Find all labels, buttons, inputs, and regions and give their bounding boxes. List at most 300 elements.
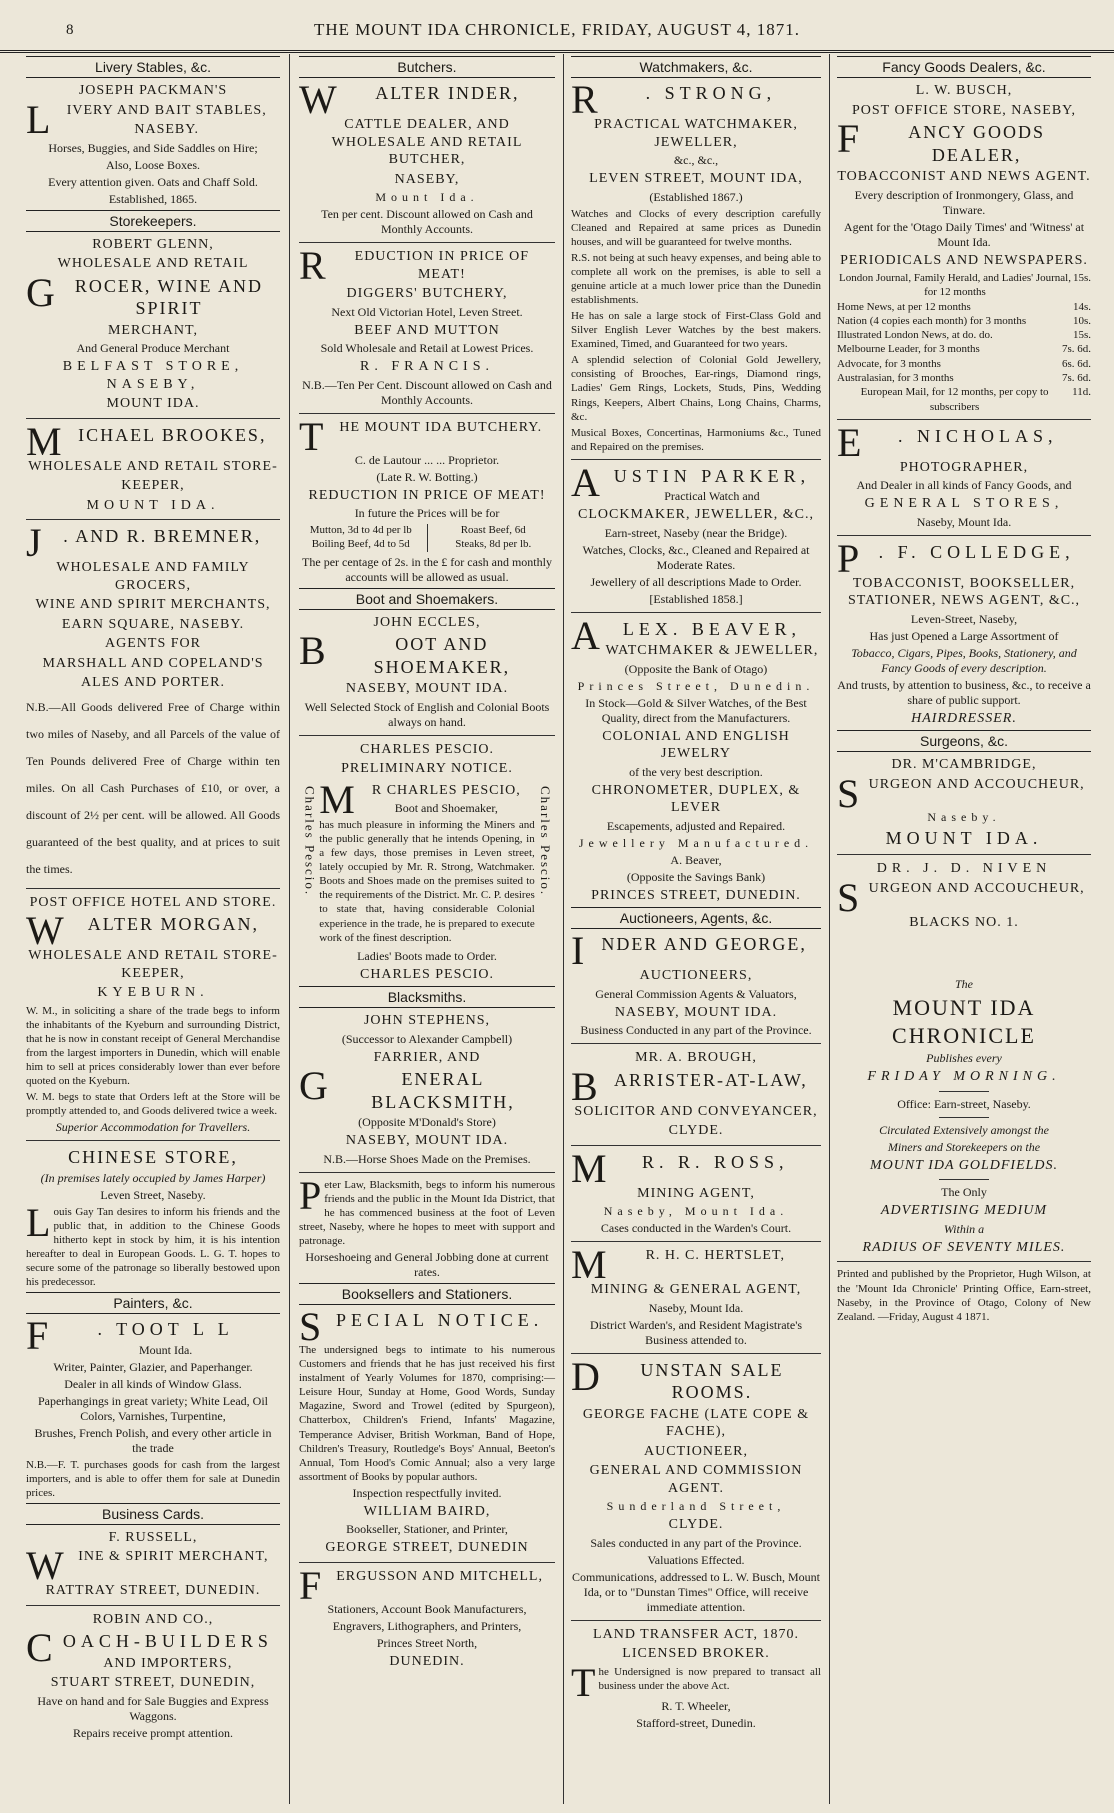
ad-line: WATCHMAKER & JEWELLER, bbox=[605, 643, 819, 659]
ad-title: INE & SPIRIT MERCHANT, bbox=[78, 1549, 269, 1565]
advertisement-colledge bbox=[837, 535, 1091, 728]
ad-line: Publishes every bbox=[926, 1051, 1002, 1066]
ad-line: R. T. Wheeler, bbox=[661, 1698, 731, 1713]
ad-line: R. FRANCIS. bbox=[360, 359, 494, 374]
ad-name: JOHN STEPHENS, bbox=[363, 1013, 490, 1029]
ad-line: Valuations Effected. bbox=[647, 1552, 745, 1567]
ad-line: CATTLE DEALER, AND WHOLESALE AND RETAIL BUTCHER, bbox=[331, 117, 523, 167]
drop-capital: A bbox=[571, 612, 600, 658]
ad-title: NDER AND GEORGE, bbox=[601, 934, 807, 955]
drop-capital: M bbox=[319, 776, 355, 822]
vertical-label: Charles Pescio. bbox=[538, 785, 553, 896]
ad-title: R. H. C. HERTSLET, bbox=[645, 1248, 785, 1264]
ad-line: Stationers, Account Book Manufacturers, bbox=[327, 1601, 527, 1616]
divider bbox=[26, 888, 280, 889]
ad-line: CHARLES PESCIO. bbox=[359, 966, 495, 982]
section-heading: Fancy Goods Dealers, &c. bbox=[837, 56, 1091, 78]
advertisement-busch bbox=[837, 82, 1091, 414]
ad-line: (Established 1867.) bbox=[649, 189, 743, 204]
ad-line: Every attention given. Oats and Chaff Sold. bbox=[48, 174, 258, 189]
ad-line: Next Old Victorian Hotel, Leven Street. bbox=[331, 304, 523, 319]
drop-capital: I bbox=[571, 928, 585, 974]
drop-capital: T bbox=[299, 413, 324, 459]
ad-line: NASEBY, MOUNT IDA. bbox=[345, 1133, 509, 1149]
advertisement-inder bbox=[299, 77, 555, 237]
column-3 bbox=[567, 54, 825, 1804]
ad-line: RADIUS OF SEVENTY MILES. bbox=[862, 1239, 1066, 1255]
drop-capital: P bbox=[299, 1172, 322, 1218]
ad-line: CHRONOMETER, DUPLEX, & LEVER bbox=[591, 782, 801, 816]
ad-line: And General Produce Merchant bbox=[76, 341, 230, 355]
ad-line: Tobacco, Cigars, Pipes, Books, Stationery, and Fancy Goods of every description. bbox=[851, 645, 1077, 675]
drop-capital: F bbox=[837, 116, 860, 161]
column-4 bbox=[833, 54, 1095, 1804]
drop-capital: C bbox=[26, 1625, 53, 1671]
ad-line: Within a bbox=[943, 1221, 985, 1236]
ad-line: HAIRDRESSER. bbox=[911, 710, 1017, 726]
ad-body: N.B.—F. T. purchases goods for cash from the largest importers, and is able to offer them for sale at Dunedin prices. bbox=[26, 1458, 280, 1499]
ad-line: of the very best description. bbox=[629, 764, 763, 779]
ad-line: MOUNT IDA. bbox=[106, 396, 200, 411]
drop-capital: S bbox=[837, 770, 860, 816]
divider bbox=[26, 519, 280, 520]
ad-line: MARSHALL AND COPELAND'S bbox=[42, 655, 264, 671]
ad-line: NASEBY, bbox=[394, 171, 460, 187]
advertisement-chinese-store bbox=[26, 1146, 280, 1289]
vertical-label: Charles Pescio. bbox=[302, 785, 318, 896]
ad-line: C. de Lautour ... ... Proprietor. bbox=[354, 452, 500, 467]
ad-line: Inspection respectfully invited. bbox=[352, 1485, 502, 1500]
advertisement-hertslet bbox=[571, 1242, 821, 1348]
drop-capital: E bbox=[837, 419, 862, 465]
ad-line: Cases conducted in the Warden's Court. bbox=[600, 1221, 792, 1236]
ad-line: PRELIMINARY NOTICE. bbox=[341, 761, 513, 776]
ad-line: NASEBY, MOUNT IDA. bbox=[614, 1004, 778, 1020]
ad-line: RATTRAY STREET, DUNEDIN. bbox=[45, 1583, 261, 1599]
ad-title: ROCER, WINE AND SPIRIT bbox=[74, 275, 264, 318]
column-1 bbox=[22, 54, 284, 1804]
ad-line: STUART STREET, DUNEDIN, bbox=[50, 1675, 256, 1691]
price-value: 15s. bbox=[1072, 329, 1091, 342]
divider bbox=[26, 1605, 280, 1606]
ad-name: MR. A. BROUGH, bbox=[635, 1050, 757, 1066]
ad-body: Musical Boxes, Concertinas, Harmoniums &c., Tuned and Repaired on the premises. bbox=[571, 426, 821, 453]
ad-line: Repairs receive prompt attention. bbox=[73, 1725, 233, 1740]
price-label: London Journal, Family Herald, and Ladies' Journal, for 12 months bbox=[838, 272, 1071, 299]
ad-line: Princes Street, Dunedin. bbox=[577, 678, 815, 693]
ad-line: Naseby, Mount Ida. bbox=[916, 514, 1012, 529]
price-label: Australasian, for 3 months bbox=[837, 372, 954, 385]
ad-line: Horseshoeing and General Jobbing done at current rates. bbox=[305, 1250, 549, 1280]
ad-title: ARRISTER-AT-LAW, bbox=[613, 1069, 808, 1090]
ad-name: DR. M'CAMBRIDGE, bbox=[891, 757, 1037, 773]
ad-line: AND IMPORTERS, bbox=[103, 1655, 233, 1671]
drop-capital: L bbox=[26, 1199, 51, 1245]
price-table bbox=[299, 524, 555, 552]
periodical-price-list bbox=[837, 271, 1091, 414]
ad-line: Leven-Street, Naseby, bbox=[910, 611, 1018, 626]
ad-line: Boot and Shoemaker, bbox=[394, 801, 498, 815]
price-label: European Mail, for 12 months, per copy to subscribers bbox=[860, 386, 1049, 413]
divider bbox=[571, 1620, 821, 1621]
advertisement-pescio bbox=[299, 741, 555, 984]
ad-name: DR. J. D. NIVEN bbox=[876, 861, 1052, 877]
price-label: Advocate, for 3 months bbox=[837, 357, 941, 370]
ad-line: Also, Loose Boxes. bbox=[106, 157, 200, 172]
divider bbox=[299, 1562, 555, 1563]
ad-body: eter Law, Blacksmith, begs to inform his numerous friends and the public in the Mount Ida District, that he has commenced business at the foot of Leven street, Naseby, where he hopes to meet with support and patronage. bbox=[299, 1178, 555, 1248]
ad-title: URGEON AND ACCOUCHEUR, bbox=[868, 776, 1085, 792]
ad-line: Business Conducted in any part of the Province. bbox=[580, 1023, 812, 1038]
advertisement-inder-george bbox=[571, 928, 821, 1038]
ad-title: ICHAEL BROOKES, bbox=[78, 424, 267, 445]
price-row bbox=[837, 371, 1091, 385]
ad-title: ALTER MORGAN, bbox=[87, 914, 260, 934]
drop-capital: M bbox=[571, 1145, 607, 1191]
advertisement-mcambridge bbox=[837, 756, 1091, 849]
ad-line: Stafford-street, Dunedin. bbox=[636, 1715, 756, 1730]
ad-line: NASEBY, MOUNT IDA. bbox=[345, 681, 509, 696]
ad-line: Jewellery of all descriptions Made to Order. bbox=[590, 574, 802, 589]
ad-line: GENERAL STORES, bbox=[864, 496, 1064, 512]
ad-line: REDUCTION IN PRICE OF MEAT! bbox=[308, 487, 546, 503]
ad-line: Ladies' Boots made to Order. bbox=[357, 948, 497, 963]
divider bbox=[571, 459, 821, 460]
price-value: 7s. 6d. bbox=[1061, 343, 1091, 356]
ad-line: Brushes, French Polish, and every other article in the trade bbox=[34, 1425, 272, 1455]
ad-line: District Warden's, and Resident Magistrate's Business attended to. bbox=[589, 1317, 803, 1347]
ad-line: MOUNT IDA. bbox=[885, 827, 1043, 848]
ad-title: . NICHOLAS, bbox=[897, 425, 1058, 446]
drop-capital: W bbox=[299, 77, 337, 122]
divider bbox=[299, 413, 555, 414]
ad-line: MINING & GENERAL AGENT, bbox=[590, 1282, 802, 1298]
ad-line: Earn-street, Naseby (near the Bridge). bbox=[604, 525, 788, 540]
ad-line: In future the Prices will be for bbox=[354, 506, 500, 520]
ad-line: Ten per cent. Discount allowed on Cash and Monthly Accounts. bbox=[321, 207, 533, 236]
drop-capital: G bbox=[26, 269, 55, 315]
divider bbox=[571, 1145, 821, 1146]
ad-line: Naseby, Mount Ida. bbox=[603, 1204, 789, 1219]
ad-title: R. R. ROSS, bbox=[642, 1151, 789, 1172]
advertisement-fergusson bbox=[299, 1562, 555, 1671]
ad-line: PRACTICAL WATCHMAKER, JEWELLER, bbox=[594, 117, 798, 150]
drop-capital: P bbox=[837, 535, 860, 581]
drop-capital: T bbox=[571, 1659, 596, 1705]
ad-line: (Opposite the Savings Bank) bbox=[626, 869, 766, 884]
chronicle-notice bbox=[837, 977, 1091, 1256]
ad-title: EDUCTION IN PRICE OF MEAT! bbox=[354, 249, 530, 282]
divider bbox=[299, 735, 555, 736]
advertisement-glenn bbox=[26, 236, 280, 413]
price-value: 6s. 6d. bbox=[1061, 357, 1091, 370]
ad-line: MINING AGENT, bbox=[637, 1185, 755, 1201]
ad-line: Paperhangings in great variety; White Lead, Oil Colors, Varnishes, Turpentine, bbox=[37, 1393, 269, 1423]
ad-title: UNSTAN SALE ROOMS. bbox=[640, 1359, 784, 1403]
price-row bbox=[837, 357, 1091, 371]
drop-capital: L bbox=[26, 96, 51, 142]
divider bbox=[837, 854, 1091, 855]
ad-line: Escapements, adjusted and Repaired. bbox=[606, 818, 786, 833]
ad-line: Sales conducted in any part of the Province. bbox=[590, 1535, 802, 1550]
ad-line: In Stock—Gold & Silver Watches, of the Best Quality, direct from the Manufacturers. bbox=[585, 695, 807, 725]
ad-title: URGEON AND ACCOUCHEUR, bbox=[868, 880, 1085, 896]
divider bbox=[939, 1091, 989, 1092]
section-heading: Blacksmiths. bbox=[299, 986, 555, 1008]
ad-line: &c., &c., bbox=[673, 153, 719, 167]
ad-name: L. W. BUSCH, bbox=[915, 83, 1013, 98]
advertisement-robin bbox=[26, 1611, 280, 1741]
ad-title: ALTER INDER, bbox=[375, 83, 520, 103]
advertisement-packman bbox=[26, 82, 280, 207]
price-value: 15s. bbox=[1072, 272, 1091, 284]
ad-line: A. Beaver, bbox=[670, 852, 722, 867]
ad-line: PERIODICALS AND NEWSPAPERS. bbox=[840, 252, 1088, 268]
drop-capital: J bbox=[26, 520, 42, 565]
ad-title: . AND R. BREMNER, bbox=[63, 526, 262, 546]
ad-line: DIGGERS' BUTCHERY, bbox=[346, 286, 508, 301]
ad-line: N.B.—Horse Shoes Made on the Premises. bbox=[323, 1151, 531, 1166]
price-value: 10s. bbox=[1072, 314, 1091, 327]
ad-line: Superior Accommodation for Travellers. bbox=[55, 1120, 251, 1135]
ad-title: ERGUSSON AND MITCHELL, bbox=[336, 1568, 543, 1584]
ad-name: ROBIN AND CO., bbox=[92, 1611, 214, 1627]
price-item: Steaks, 8d per lb. bbox=[455, 537, 532, 550]
ad-line: (Opposite M'Donald's Store) bbox=[358, 1115, 496, 1130]
ad-line: CLOCKMAKER, JEWELLER, &C., bbox=[578, 507, 814, 523]
divider bbox=[571, 1241, 821, 1242]
advertisement-law bbox=[299, 1172, 555, 1280]
ad-line: AUCTIONEER, bbox=[644, 1443, 748, 1459]
ad-line: Has just Opened a Large Assortment of bbox=[869, 628, 1059, 643]
divider bbox=[26, 418, 280, 419]
ad-body: he Undersigned is now prepared to transact all business under the above Act. bbox=[598, 1665, 821, 1692]
ad-line: CLYDE. bbox=[668, 1123, 724, 1139]
ad-line: LAND TRANSFER ACT, 1870. bbox=[593, 1626, 799, 1642]
advertisement-eccles bbox=[299, 614, 555, 730]
drop-capital: R bbox=[299, 243, 326, 288]
ad-line: BEEF AND MUTTON bbox=[354, 322, 500, 338]
ad-line: Dealer in all kinds of Window Glass. bbox=[64, 1376, 242, 1391]
ad-line: Naseby, Mount Ida. bbox=[648, 1300, 744, 1315]
price-item: Mutton, 3d to 4d per lb bbox=[309, 524, 412, 536]
divider bbox=[939, 1179, 989, 1180]
price-label: Melbourne Leader, for 3 months bbox=[837, 343, 980, 356]
ad-line: Practical Watch and bbox=[664, 489, 760, 504]
divider bbox=[837, 419, 1091, 420]
advertisement-stephens bbox=[299, 1012, 555, 1167]
ad-line: DUNEDIN. bbox=[389, 1653, 465, 1669]
advertisement-ross bbox=[571, 1145, 821, 1237]
ad-line: ALES AND PORTER. bbox=[81, 675, 225, 690]
ad-line: KEEPER, bbox=[121, 478, 185, 493]
ad-title: OACH-BUILDERS bbox=[62, 1631, 273, 1652]
drop-capital: W bbox=[26, 908, 64, 953]
ad-line: Every description of Ironmongery, Glass, and Tinware. bbox=[854, 187, 1074, 217]
spacer bbox=[837, 934, 1091, 974]
ad-line: WHOLESALE AND RETAIL STORE- bbox=[28, 458, 278, 474]
advertisement-morgan bbox=[26, 894, 280, 1136]
advertisement-brough bbox=[571, 1049, 821, 1140]
advertisement-wheeler bbox=[571, 1626, 821, 1731]
ad-line: TOBACCONIST, BOOKSELLER, STATIONER, NEWS AGENT, &C., bbox=[847, 575, 1081, 609]
divider bbox=[571, 1043, 821, 1044]
ad-line: BLACKS NO. 1. bbox=[909, 914, 1019, 930]
ad-line: Have on hand and for Sale Buggies and Express Waggons. bbox=[37, 1693, 269, 1723]
section-heading: Boot and Shoemakers. bbox=[299, 588, 555, 610]
section-heading: Storekeepers. bbox=[26, 210, 280, 232]
ad-line: TOBACCONIST AND NEWS AGENT. bbox=[837, 169, 1091, 184]
section-heading: Painters, &c. bbox=[26, 1292, 280, 1314]
column-rule bbox=[829, 54, 830, 1804]
ad-name: CHARLES PESCIO. bbox=[359, 741, 495, 757]
ad-line: LICENSED BROKER. bbox=[622, 1646, 770, 1662]
column-rule bbox=[289, 54, 290, 1804]
ad-title: IVERY AND BAIT STABLES, bbox=[66, 102, 267, 118]
ad-line: Established, 1865. bbox=[108, 191, 198, 206]
ad-title: . TOOT L L bbox=[97, 1319, 234, 1340]
ad-title: ENERAL BLACKSMITH, bbox=[371, 1069, 515, 1112]
ad-body: W. M. begs to state that Orders left at the Store will be promptly attended to, and Goods delivered twice a week. bbox=[26, 1090, 280, 1118]
drop-capital: S bbox=[299, 1304, 322, 1350]
divider bbox=[299, 242, 555, 243]
advertisement-bremner bbox=[26, 520, 280, 883]
ad-title: USTIN PARKER, bbox=[613, 465, 811, 486]
ad-line: The bbox=[955, 977, 973, 992]
ad-line: Watches, Clocks, &c., Cleaned and Repaired at Moderate Rates. bbox=[582, 542, 810, 572]
ad-line: WHOLESALE AND RETAIL STORE-KEEPER, bbox=[28, 948, 278, 981]
drop-capital: B bbox=[299, 628, 326, 673]
section-heading: Watchmakers, &c. bbox=[571, 56, 821, 78]
ad-line: SOLICITOR AND CONVEYANCER, bbox=[574, 1103, 818, 1119]
ad-line: General Commission Agents & Valuators, bbox=[595, 986, 797, 1001]
column-2 bbox=[295, 54, 559, 1804]
section-heading: Auctioneers, Agents, &c. bbox=[571, 907, 821, 929]
imprint bbox=[837, 1267, 1091, 1323]
advertisement-parker bbox=[571, 459, 821, 607]
ad-body: W. M., in soliciting a share of the trade begs to inform the inhabitants of the Kyeburn and surrounding District, that he is now in constant receipt of General Merchandise from the largest importers in Dunedin, which will enable him to sell at prices considerably lower than ever before quoted on the Kyeburn. bbox=[26, 1004, 280, 1087]
imprint-text: Printed and published by the Proprietor, Hugh Wilson, at the 'Mount Ida Chronicle' Printing Office, Earn-street, Naseby, in the Province of Otago, Colony of New Zealand. —Friday, August 4 1871. bbox=[837, 1268, 1091, 1323]
ad-title: OOT AND SHOEMAKER, bbox=[373, 634, 511, 677]
ad-line: Mount Ida. bbox=[375, 190, 479, 204]
ad-name: JOSEPH PACKMAN'S bbox=[78, 83, 228, 98]
ad-line: MOUNT IDA GOLDFIELDS. bbox=[869, 1157, 1059, 1173]
masthead bbox=[0, 0, 1114, 53]
ad-line: PRINCES STREET, DUNEDIN. bbox=[591, 887, 801, 903]
divider bbox=[939, 1117, 989, 1118]
price-row bbox=[837, 342, 1091, 356]
ad-name: JOHN ECCLES, bbox=[373, 614, 481, 630]
advertisement-special-notice bbox=[299, 1304, 555, 1557]
ad-line: Office: Earn-street, Naseby. bbox=[897, 1096, 1031, 1111]
ad-line: (Successor to Alexander Campbell) bbox=[341, 1031, 513, 1046]
price-item: Roast Beef, 6d bbox=[460, 524, 526, 536]
advertisement-nicholas bbox=[837, 419, 1091, 530]
ad-title: R CHARLES PESCIO, bbox=[371, 782, 521, 798]
ad-line: (In premises lately occupied by James Harper) bbox=[40, 1170, 266, 1185]
ad-line: GEORGE STREET, DUNEDIN bbox=[325, 1540, 529, 1556]
ad-line: LEVEN STREET, MOUNT IDA, bbox=[589, 171, 803, 186]
drop-capital: F bbox=[299, 1562, 322, 1608]
ad-line: [Established 1858.] bbox=[649, 591, 743, 606]
advertisement-brookes bbox=[26, 418, 280, 515]
ad-body: ouis Gay Tan desires to inform his friends and the public that, in addition to the Chinese Goods hitherto kept in stock by him, it is his intention hereafter to deal in European Goods. L. G. T. hopes to secure some of the patronage so liberally bestowed upon his predecessor. bbox=[26, 1205, 280, 1289]
advertisement-russell bbox=[26, 1529, 280, 1600]
advertisement-toot bbox=[26, 1313, 280, 1500]
ad-line: Naseby. bbox=[927, 809, 1001, 824]
ad-line: PHOTOGRAPHER, bbox=[899, 459, 1029, 475]
ad-title: LEX. BEAVER, bbox=[622, 618, 802, 639]
ad-body: A splendid selection of Colonial Gold Jewellery, consisting of Brooches, Ear-rings, Diamond rings, Ladies' Gem Rings, Lockets, Studs, Pins, Wedding Rings, Keepers, Albert Chains, Long Chains, Charms, &c. bbox=[571, 354, 821, 423]
section-heading: Booksellers and Stationers. bbox=[299, 1283, 555, 1305]
ad-line: Engravers, Lithographers, and Printers, bbox=[332, 1618, 522, 1633]
ad-line: FARRIER, AND bbox=[373, 1049, 481, 1065]
ad-line: Miners and Storekeepers on the bbox=[887, 1139, 1041, 1154]
advertisement-beaver bbox=[571, 612, 821, 905]
price-row bbox=[837, 271, 1091, 300]
ad-title: ANCY GOODS DEALER, bbox=[908, 122, 1046, 165]
ad-line: Leven Street, Naseby. bbox=[100, 1187, 206, 1202]
price-row bbox=[837, 328, 1091, 342]
section-heading: Business Cards. bbox=[26, 1503, 280, 1525]
price-value: 14s. bbox=[1072, 300, 1091, 313]
price-value: 7s. 6d. bbox=[1061, 372, 1091, 385]
ad-line: GENERAL AND COMMISSION AGENT. bbox=[589, 1463, 803, 1496]
ad-line: AGENTS FOR bbox=[105, 636, 201, 651]
ad-line: The Only bbox=[941, 1185, 987, 1200]
section-heading: Butchers. bbox=[299, 56, 555, 78]
ad-line: BELFAST STORE, NASEBY, bbox=[62, 359, 244, 392]
advertisement-dunstan-sale-rooms bbox=[571, 1353, 821, 1615]
page-number: 8 bbox=[66, 22, 74, 38]
price-label: Home News, at per 12 months bbox=[837, 300, 971, 313]
pescio-panel bbox=[299, 776, 555, 947]
ad-title: . F. COLLEDGE, bbox=[878, 541, 1075, 562]
ad-line: Agent for the 'Otago Daily Times' and 'Witness' at Mount Ida. bbox=[843, 219, 1085, 249]
ad-line: Mount Ida. bbox=[138, 1342, 193, 1357]
ad-line: KYEBURN. bbox=[97, 985, 209, 1000]
price-row bbox=[837, 300, 1091, 314]
ad-line: MERCHANT, bbox=[107, 322, 199, 338]
ad-line: Circulated Extensively amongst the bbox=[879, 1122, 1049, 1137]
ad-line: Horses, Buggies, and Side Saddles on Hire; bbox=[48, 140, 258, 155]
price-label: Nation (4 copies each month) for 3 months bbox=[837, 314, 1027, 327]
price-item: Boiling Beef, 4d to 5d bbox=[311, 537, 410, 550]
drop-capital: F bbox=[26, 1313, 49, 1359]
ad-title: HE MOUNT IDA BUTCHERY. bbox=[339, 419, 543, 435]
ad-line: POST OFFICE HOTEL AND STORE. bbox=[29, 894, 277, 910]
section-heading: Livery Stables, &c. bbox=[26, 56, 280, 78]
price-row bbox=[837, 314, 1091, 328]
ad-line: ADVERTISING MEDIUM bbox=[880, 1203, 1048, 1219]
ad-title: . STRONG, bbox=[645, 83, 777, 103]
ad-line: MOUNT IDA. bbox=[86, 497, 220, 513]
drop-capital: G bbox=[299, 1063, 328, 1109]
price-label: Illustrated London News, at do. do. bbox=[837, 329, 993, 342]
drop-capital: A bbox=[571, 459, 600, 505]
column-rule bbox=[563, 54, 564, 1804]
ad-line: NASEBY. bbox=[134, 122, 200, 137]
ad-body: has much pleasure in informing the Miners and the public generally that he intends Opening, in a few days, those premises in Leven street, lately occupied by Mr. R. Strong, Watchmaker. Boots and Shoes made on the premises suited to the requirements of the District. Mr. C. P. desires to state that, having considerable Colonial experience in the trade, he is prepared to execute work of the finest description. bbox=[319, 819, 535, 944]
divider bbox=[837, 535, 1091, 536]
ad-line: Bookseller, Stationer, and Printer, bbox=[346, 1522, 508, 1537]
ad-title: CHINESE STORE, bbox=[68, 1147, 238, 1168]
ad-line: Communications, addressed to L. W. Busch, Mount Ida, or to "Dunstan Times" Office, will receive immediate attention. bbox=[572, 1569, 820, 1614]
drop-capital: W bbox=[26, 1543, 64, 1589]
ad-name: ROBERT GLENN, bbox=[92, 236, 214, 252]
ad-line: Princes Street North, bbox=[376, 1635, 478, 1650]
ad-line: FRIDAY MORNING. bbox=[867, 1069, 1061, 1085]
